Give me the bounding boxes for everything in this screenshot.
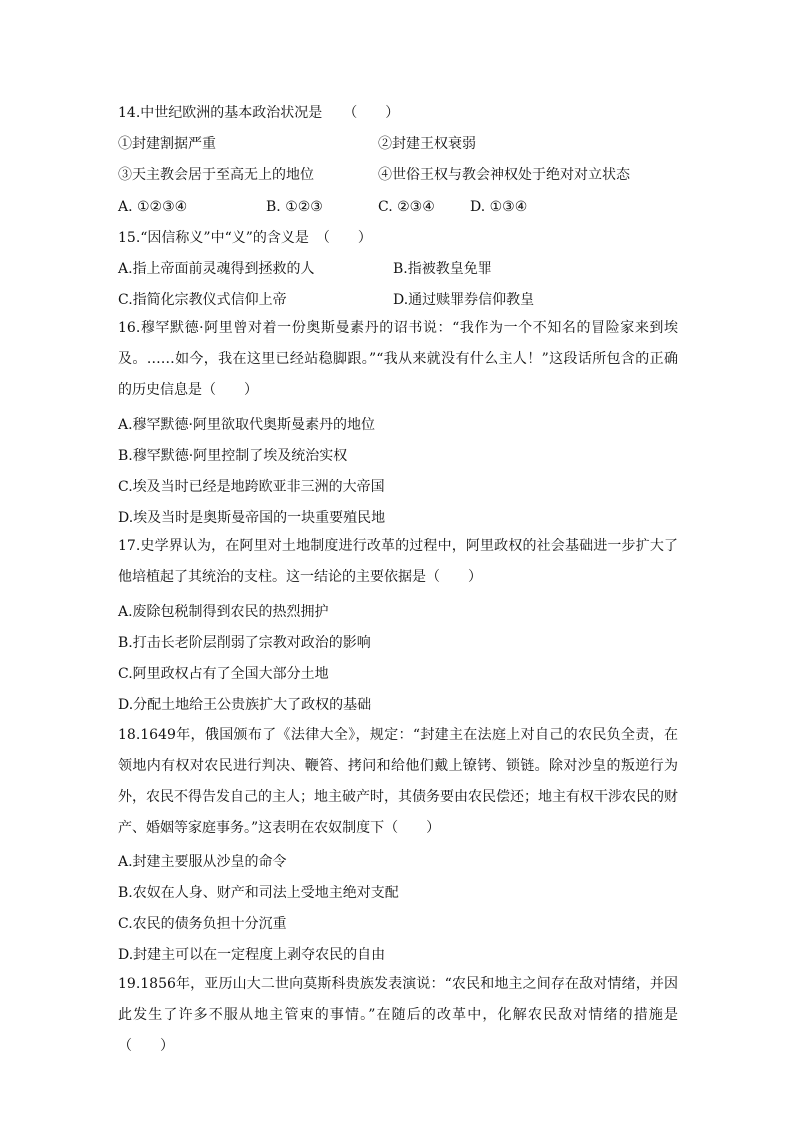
- q16-choice-a: A.穆罕默德·阿里欲取代奥斯曼素丹的地位: [118, 417, 376, 433]
- q15-choice-a: A.指上帝面前灵魂得到拯救的人: [118, 261, 315, 277]
- q14-choice-c: C. ②③④: [378, 199, 435, 215]
- q18-choice-b: B.农奴在人身、财产和司法上受地主绝对支配: [118, 885, 399, 901]
- q16-choice-c: C.埃及当时已经是地跨欧亚非三洲的大帝国: [118, 479, 385, 495]
- q14-item-4: ④世俗王权与教会神权处于绝对对立状态: [378, 167, 630, 183]
- q19-stem: 19.1856年，亚历山大二世向莫斯科贵族发表演说：“农民和地主之间存在敌对情绪，并因此发生了许多不服从地主管束的事情。”在随后的改革中，化解农民敌对情绪的措施是（ ）: [118, 976, 678, 1054]
- q14-item-3: ③天主教会居于至高无上的地位: [118, 167, 314, 183]
- q18-stem: 18.1649年，俄国颁布了《法律大全》，规定：“封建主在法庭上对自己的农民负全责，在领地内有权对农民进行判决、鞭笞、拷问和给他们戴上镣铐、锁链。除对沙皇的叛逆行为外，农民不得告发自己的主人；地主破产时，其债务要由农民偿还；地主有权干涉农民的财产、婚姻等家庭事务。”这表明在农奴制度下（ ）: [118, 727, 678, 836]
- q17-choice-b: B.打击长老阶层削弱了宗教对政治的影响: [118, 635, 371, 651]
- q17-choice-d: D.分配土地给王公贵族扩大了政权的基础: [118, 697, 372, 713]
- q18-choice-a: A.封建主要服从沙皇的命令: [118, 854, 287, 870]
- q14-choice-a: A. ①②③④: [118, 199, 188, 215]
- q17-choice-c: C.阿里政权占有了全国大部分土地: [118, 666, 329, 682]
- q16-choice-b: B.穆罕默德·阿里控制了埃及统治实权: [118, 448, 348, 464]
- q17-choice-a: A.废除包税制得到农民的热烈拥护: [118, 604, 329, 620]
- q14-item-2: ②封建王权衰弱: [378, 136, 476, 152]
- q16-choice-d: D.埃及当时是奥斯曼帝国的一块重要殖民地: [118, 510, 386, 526]
- q18-choice-c: C.农民的债务负担十分沉重: [118, 916, 287, 932]
- q14-choice-b: B. ①②③: [266, 199, 323, 215]
- q15-choice-b: B.指被教皇免罪: [393, 261, 492, 277]
- q14-stem: 14.中世纪欧洲的基本政治状况是 （ ）: [118, 105, 400, 121]
- q14-choice-d: D. ①③④: [470, 199, 528, 215]
- q15-stem: 15.“因信称义”中“义”的含义是 （ ）: [118, 230, 372, 246]
- q17-stem: 17.史学界认为，在阿里对土地制度进行改革的过程中，阿里政权的社会基础进一步扩大了他培植起了其统治的支柱。这一结论的主要依据是（ ）: [118, 538, 678, 585]
- q15-choice-c: C.指简化宗教仪式信仰上帝: [118, 292, 287, 308]
- q14-item-1: ①封建割据严重: [118, 136, 216, 152]
- q15-choice-d: D.通过赎罪券信仰教皇: [393, 292, 535, 308]
- q18-choice-d: D.封建主可以在一定程度上剥夺农民的自由: [118, 947, 386, 963]
- q16-stem: 16.穆罕默德·阿里曾对着一份奥斯曼素丹的诏书说：“我作为一个不知名的冒险家来到埃及。……如今，我在这里已经站稳脚跟。”“我从来就没有什么主人！”这段话所包含的正确的历史信息是（ ）: [118, 320, 678, 398]
